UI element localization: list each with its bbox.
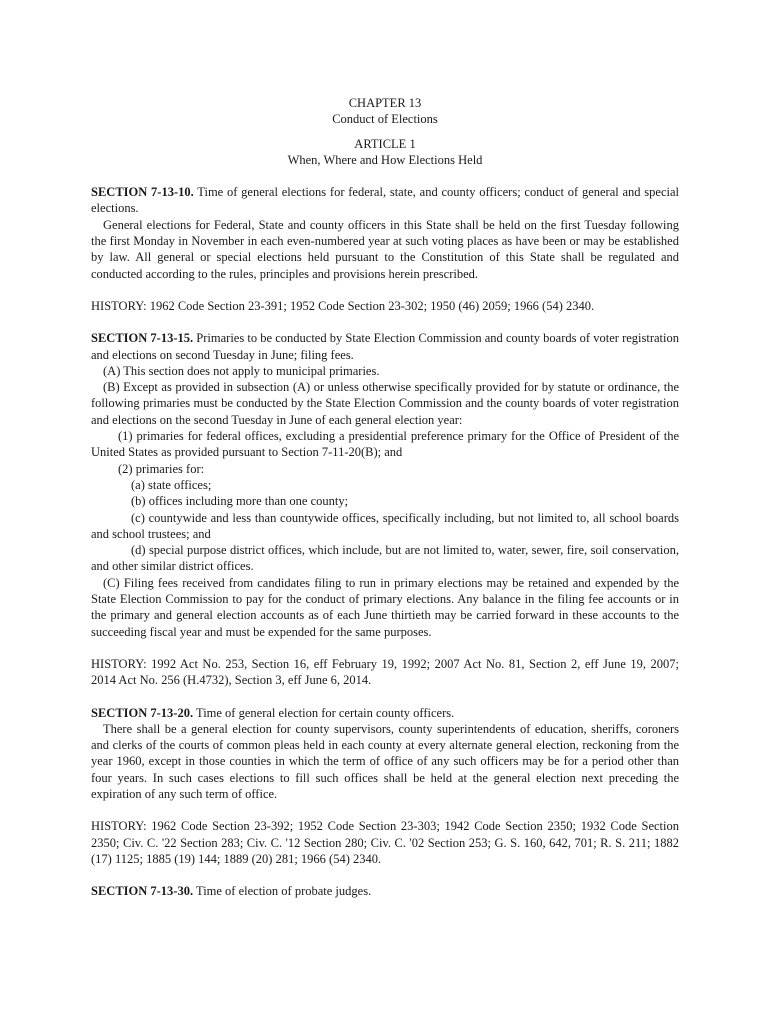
section-number: SECTION 7-13-20.: [91, 705, 194, 720]
section-title: Time of general election for certain county officers.: [193, 705, 455, 720]
section-title: Time of election of probate judges.: [193, 884, 372, 899]
item-b2: (2) primaries for:: [118, 461, 205, 476]
chapter-title: Conduct of Elections: [332, 112, 438, 127]
section-title: Primaries to be conducted by State Election Commission and county boards of voter registration and elections on second Tuesday in June; filing fees.: [91, 331, 679, 362]
item-b1: (1) primaries for federal offices, excluding a presidential preference primary for the Office of President of the United States as provided pursuant to Section 7-11-20(B); and: [91, 429, 679, 460]
subsection-a: (A) This section does not apply to municipal primaries.: [103, 363, 380, 378]
section-7-13-15-heading: [91, 330, 679, 363]
article-title: When, Where and How Elections Held: [287, 152, 483, 167]
section-number: SECTION 7-13-10.: [91, 185, 194, 200]
section-7-13-30-heading: [91, 883, 679, 899]
section-number: SECTION 7-13-30.: [91, 884, 194, 899]
item-b2a: (a) state offices;: [131, 477, 212, 492]
history-note: HISTORY: 1962 Code Section 23-392; 1952 Code Section 23-303; 1942 Code Section 2350; 1932 Code Section 2350; Civ. C. '22 Section 283; Civ. C. '12 Section 280; Civ. C. '02 Section 253; G. S. 160, 642, 701; R. S. 211; 1882 (17) 1125; 1885 (19) 144; 1889 (20) 281; 1966 (54) 2340.: [91, 819, 679, 866]
history-note: HISTORY: 1962 Code Section 23-391; 1952 Code Section 23-302; 1950 (46) 2059; 1966 (54) 2340.: [91, 298, 595, 313]
section-paragraph: General elections for Federal, State and county officers in this State shall be held on the first Tuesday following the first Monday in November in each even-numbered year at such voting places as have been or may be established by law. All general or special elections held pursuant to the Constitution of this State shall be regulated and conducted according to the rules, principles and provisions herein prescribed.: [91, 217, 679, 281]
chapter-heading: CHAPTER 13: [348, 96, 422, 110]
subsection-b: (B) Except as provided in subsection (A) or unless otherwise specifically provided for by statute or ordinance, the following primaries must be conducted by the State Election Commission and the county boards of voter registration and elections on the second Tuesday in June of each general election year:: [91, 380, 679, 427]
item-b2b: (b) offices including more than one county;: [131, 494, 349, 509]
section-paragraph: There shall be a general election for county supervisors, county superintendents of education, sheriffs, coroners and clerks of the courts of common pleas held in each county at every alternate general election, reckoning from the year 1960, except in those counties in which the term of office of any such officers may be for a period other than four years. In such cases elections to fill such offices shall be held at the general election next preceding the expiration of any such term of office.: [91, 721, 679, 801]
section-number: SECTION 7-13-15.: [91, 331, 194, 346]
section-7-13-10-heading: [91, 184, 679, 217]
history-note: HISTORY: 1992 Act No. 253, Section 16, eff February 19, 1992; 2007 Act No. 81, Section 2, eff June 19, 2007; 2014 Act No. 256 (H.4732), Section 3, eff June 6, 2014.: [91, 656, 679, 688]
subsection-c: (C) Filing fees received from candidates filing to run in primary elections may be retained and expended by the State Election Commission to pay for the conduct of primary elections. Any balance in the filing fee accounts or in the primary and general election accounts as of each June thirtieth may be carried forward in these accounts to the succeeding fiscal year and must be expended for the same purposes.: [91, 575, 679, 639]
section-title: Time of general elections for federal, state, and county officers; conduct of general and special elections.: [91, 185, 680, 216]
item-b2d: (d) special purpose district offices, which include, but are not limited to, water, sewer, fire, soil conservation, and other similar district offices.: [91, 543, 679, 574]
item-b2c: (c) countywide and less than countywide offices, specifically including, but not limited to, all school boards and school trustees; and: [91, 510, 679, 541]
section-7-13-20-heading: [91, 705, 679, 721]
article-heading: ARTICLE 1: [354, 136, 416, 151]
